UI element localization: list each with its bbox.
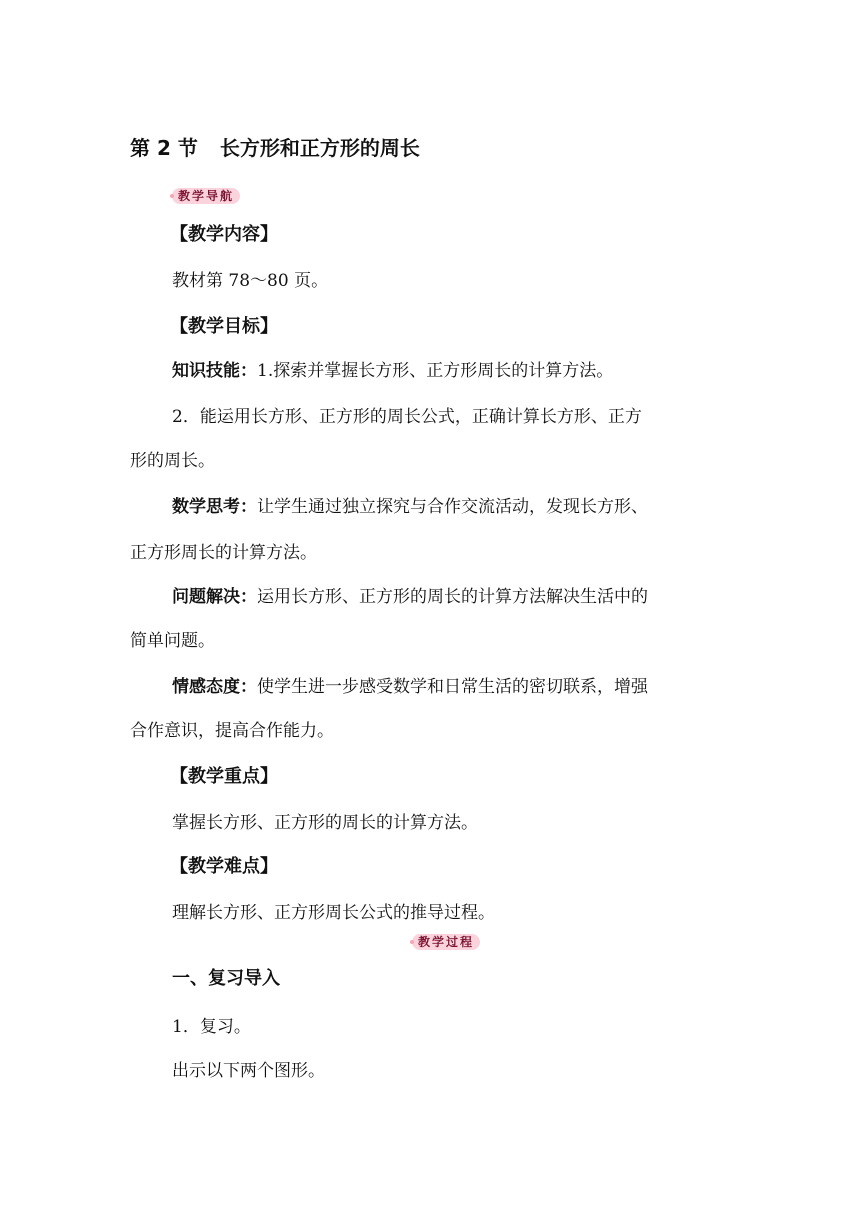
math-label: 数学思考： (172, 497, 257, 517)
skills-text-2-line2: 形的周长。 (130, 451, 215, 471)
review-heading: 一、复习导入 (172, 968, 280, 989)
review-text: 出示以下两个图形。 (172, 1061, 325, 1081)
math-text-2: 正方形周长的计算方法。 (130, 543, 317, 563)
problem-text-1: 运用长方形、正方形的周长的计算方法解决生活中的 (257, 587, 648, 607)
content-text: 教材第 78～80 页。 (172, 271, 329, 291)
skills-text-2-line1: 2．能运用长方形、正方形的周长公式，正确计算长方形、正方 (172, 407, 642, 427)
page-title (130, 132, 420, 161)
skills-label: 知识技能： (172, 361, 257, 381)
problem-solving-line (172, 582, 648, 607)
key-points-heading: 【教学重点】 (170, 766, 278, 787)
key-points-text: 掌握长方形、正方形的周长的计算方法。 (172, 813, 478, 833)
emotion-text-1: 使学生进一步感受数学和日常生活的密切联系，增强 (257, 677, 648, 697)
emotion-label: 情感态度： (172, 677, 257, 697)
skills-text-1: 1.探索并掌握长方形、正方形周长的计算方法。 (257, 361, 614, 381)
math-thinking-line (172, 492, 648, 517)
section-number: 第 2 节 (130, 136, 198, 160)
teaching-process-badge: 教学过程 (412, 934, 480, 950)
math-text-1: 让学生通过独立探究与合作交流活动，发现长方形、 (257, 497, 648, 517)
content-heading: 【教学内容】 (170, 224, 278, 245)
goals-heading: 【教学目标】 (170, 316, 278, 337)
difficulty-text: 理解长方形、正方形周长公式的推导过程。 (172, 903, 495, 923)
difficulty-heading: 【教学难点】 (170, 856, 278, 877)
problem-text-2: 简单问题。 (130, 631, 215, 651)
section-name: 长方形和正方形的周长 (219, 136, 420, 160)
teaching-nav-badge: 教学导航 (172, 188, 240, 204)
emotion-line (172, 672, 648, 697)
skills-line (172, 356, 613, 381)
review-item: 1．复习。 (172, 1017, 251, 1037)
problem-label: 问题解决： (172, 587, 257, 607)
emotion-text-2: 合作意识，提高合作能力。 (130, 721, 334, 741)
